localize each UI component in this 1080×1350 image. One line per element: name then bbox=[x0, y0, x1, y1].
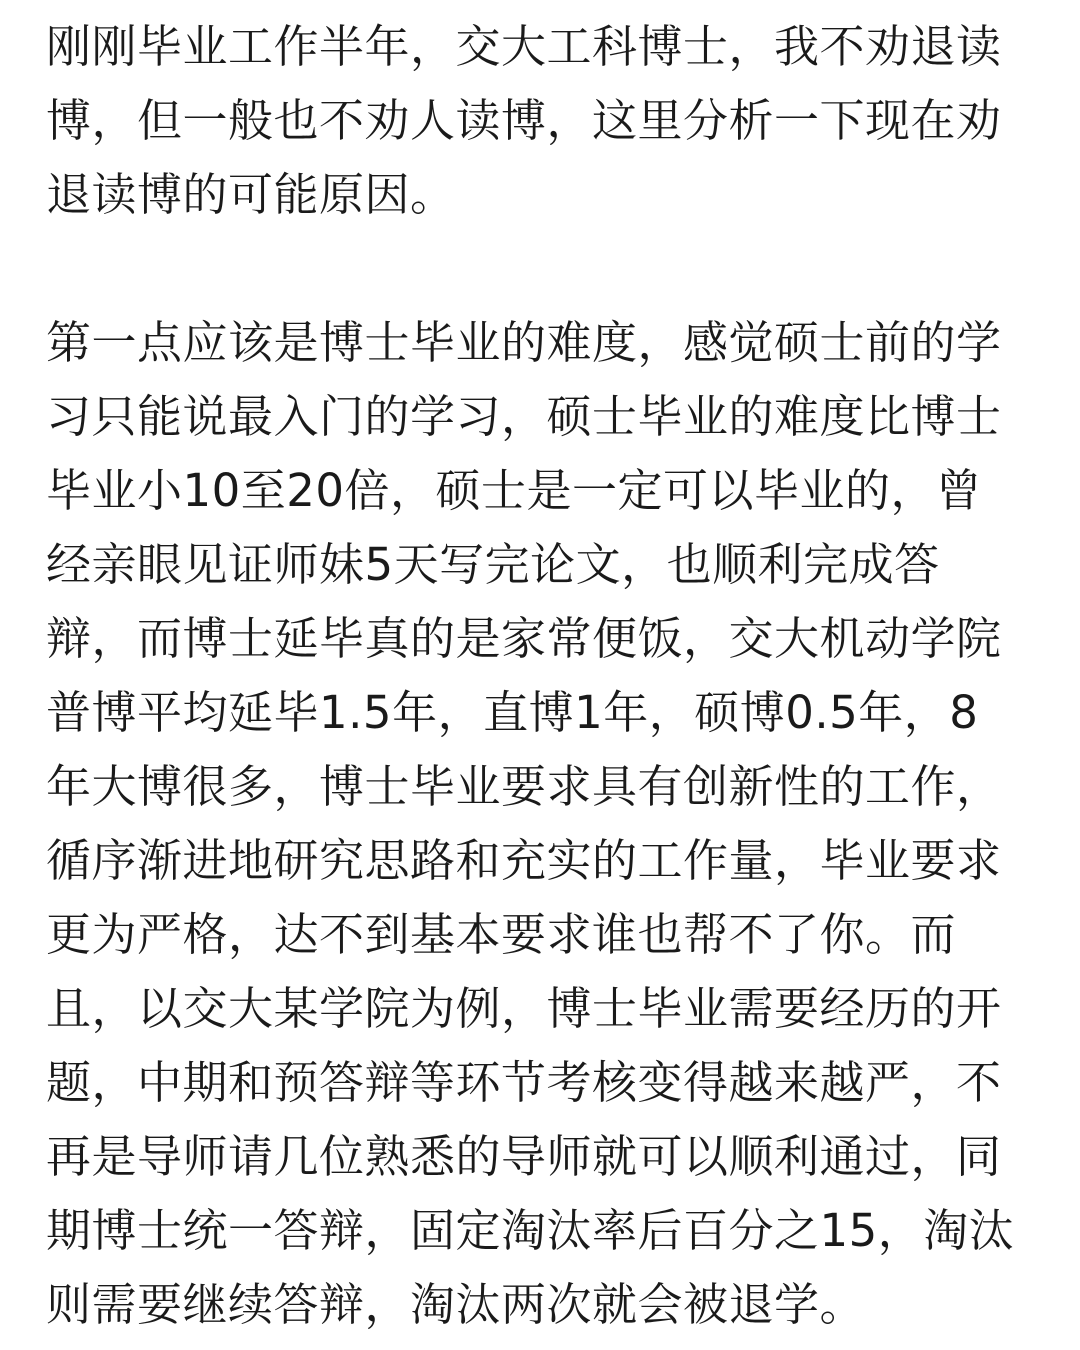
text-line: 循序渐进地研究思路和充实的工作量，毕业要求 bbox=[46, 834, 1002, 887]
text-line: 更为严格，达不到基本要求谁也帮不了你。而 bbox=[46, 908, 957, 961]
paragraph-first-point bbox=[46, 306, 1046, 1342]
text-line: 年大博很多，博士毕业要求具有创新性的工作， bbox=[46, 760, 1002, 813]
text-line: 刚刚毕业工作半年，交大工科博士，我不劝退读 bbox=[46, 20, 1002, 73]
text-line: 习只能说最入门的学习，硕士毕业的难度比博士 bbox=[46, 390, 1002, 443]
text-line: 再是导师请几位熟悉的导师就可以顺利通过，同 bbox=[46, 1130, 1002, 1183]
paragraph-spacer bbox=[46, 232, 1046, 306]
text-line: 经亲眼见证师妹5天写完论文，也顺利完成答 bbox=[46, 538, 940, 591]
paragraph-intro bbox=[46, 10, 1046, 232]
text-line: 题，中期和预答辩等环节考核变得越来越严，不 bbox=[46, 1056, 1002, 1109]
text-line: 辩，而博士延毕真的是家常便饭，交大机动学院 bbox=[46, 612, 1002, 665]
article-body bbox=[46, 10, 1046, 1342]
text-line: 博，但一般也不劝人读博，这里分析一下现在劝 bbox=[46, 94, 1002, 147]
text-line: 则需要继续答辩，淘汰两次就会被退学。 bbox=[46, 1278, 866, 1331]
text-line: 且，以交大某学院为例，博士毕业需要经历的开 bbox=[46, 982, 1002, 1035]
text-line: 期博士统一答辩，固定淘汰率后百分之15，淘汰 bbox=[46, 1204, 1015, 1257]
text-line: 普博平均延毕1.5年，直博1年，硕博0.5年，8 bbox=[46, 686, 979, 739]
text-line: 毕业小10至20倍，硕士是一定可以毕业的，曾 bbox=[46, 464, 982, 517]
text-line: 第一点应该是博士毕业的难度，感觉硕士前的学 bbox=[46, 316, 1002, 369]
text-line: 退读博的可能原因。 bbox=[46, 168, 456, 221]
